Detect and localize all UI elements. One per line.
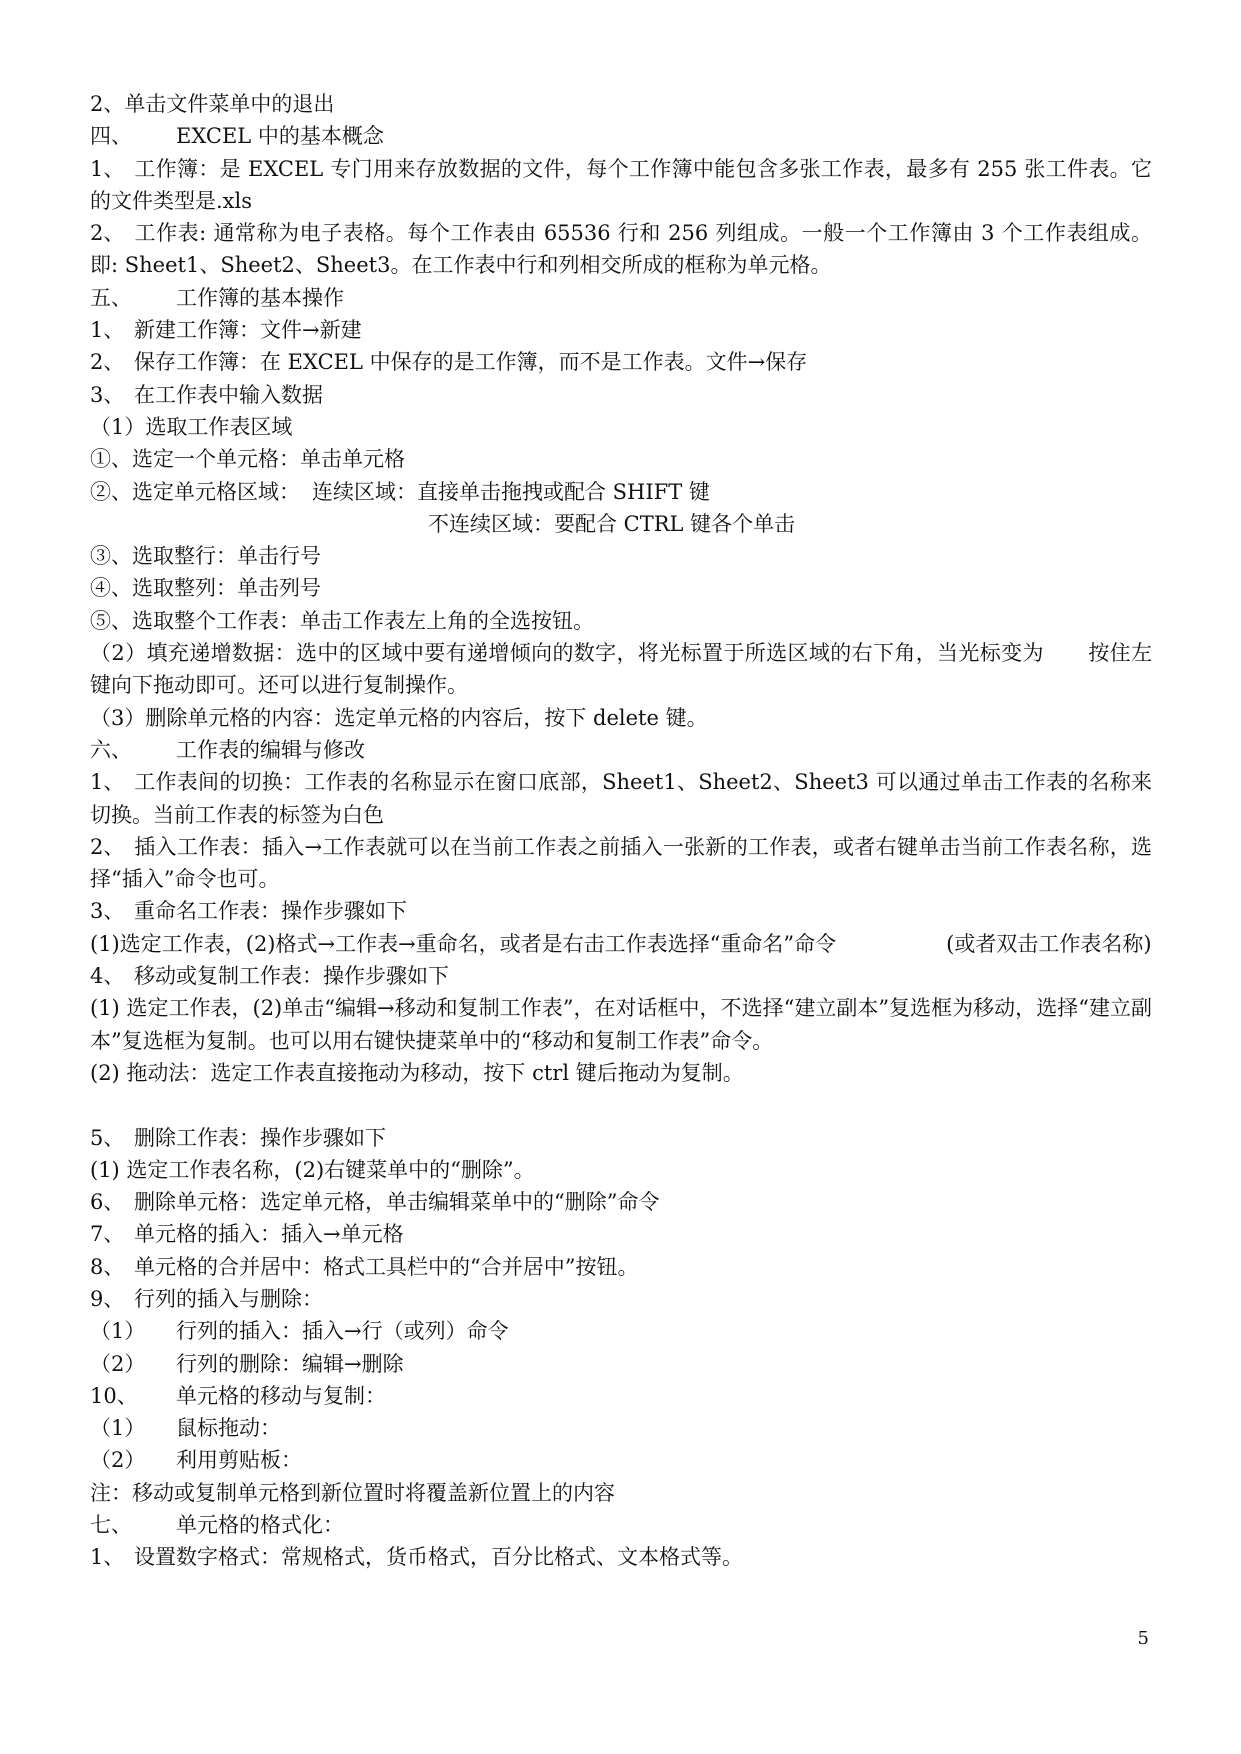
text-line: 2、单击文件菜单中的退出 [90,92,335,116]
item-text: 保存工作簿：在 EXCEL 中保存的是工作簿，而不是工作表。文件→保存 [134,350,808,375]
sub-item [90,1315,1152,1347]
item-text: 工作簿：是 EXCEL 专门用来存放数据的文件，每个工作簿中能包含多张工作表，最多有 255 张工件表。它的文件类型是.xls [90,156,1152,213]
item-text: 鼠标拖动： [176,1416,281,1441]
item-number: （2） [90,1351,146,1376]
section-heading [90,120,1152,152]
list-item [90,379,1152,411]
item-text: 删除单元格：选定单元格，单击编辑菜单中的“删除”命令 [134,1190,660,1215]
item-text: 行列的插入与删除： [134,1286,323,1311]
text-line: (2) 拖动法：选定工作表直接拖动为移动，按下 ctrl 键后拖动为复制。 [90,1060,744,1085]
list-item [90,153,1152,218]
item-number: 1、 [90,770,125,795]
section-title: 工作簿的基本操作 [176,285,344,310]
item-text: 设置数字格式：常规格式，货币格式，百分比格式、文本格式等。 [134,1545,743,1570]
text-line: ④、选取整列：单击列号 [90,576,321,601]
item-number: 1、 [90,156,125,181]
item-text: 新建工作簿：文件→新建 [134,318,362,343]
item-number: 3、 [90,899,125,924]
item-text: 行列的删除：编辑→删除 [176,1351,404,1376]
list-item [90,1218,1152,1250]
list-item [90,1541,1152,1573]
list-item [90,766,1152,831]
note-line: 注：移动或复制单元格到新位置时将覆盖新位置上的内容 [90,1480,615,1505]
item-number: 2、 [90,221,125,246]
list-item [90,346,1152,378]
item-number: （1） [90,1319,146,1344]
item-number: 9、 [90,1286,125,1311]
item-text: (1)选定工作表，(2)格式→工作表→重命名，或者是右击工作表选择“重命名”命令 [90,931,837,956]
page-number: 5 [1137,1628,1149,1649]
item-number: （2） [90,1448,146,1473]
sub-item [90,1444,1152,1476]
list-item [90,217,1152,282]
item-text: 行列的插入：插入→行（或列）命令 [176,1319,509,1344]
section-heading [90,1509,1152,1541]
text-line: 不连续区域：要配合 CTRL 键各个单击 [428,511,796,536]
text-line: ③、选取整行：单击行号 [90,544,321,569]
item-number: 7、 [90,1222,125,1247]
document-page [90,88,1152,1574]
section-number: 六、 [90,737,132,762]
item-number: 3、 [90,382,125,407]
sub-item [90,1412,1152,1444]
list-item [90,831,1152,896]
section-heading [90,282,1152,314]
list-item [90,895,1152,927]
item-text: 重命名工作表：操作步骤如下 [134,899,407,924]
list-item [90,1251,1152,1283]
section-heading [90,734,1152,766]
section-number: 四、 [90,124,132,149]
section-title: EXCEL 中的基本概念 [176,124,384,149]
text-line: (1) 选定工作表名称，(2)右键菜单中的“删除”。 [90,1157,535,1182]
text-paragraph: (1) 选定工作表，(2)单击“编辑→移动和复制工作表”，在对话框中，不选择“建立副本”复选框为移动，选择“建立副本”复选框为复制。也可以用右键快捷菜单中的“移动和复制工作表”命令。 [90,996,1152,1053]
list-item [90,1122,1152,1154]
item-number: 5、 [90,1125,125,1150]
section-title: 单元格的格式化： [176,1513,344,1538]
item-text: (或者双击工作表名称) [946,931,1152,956]
item-number: 6、 [90,1190,125,1215]
item-text: 在工作表中输入数据 [134,382,323,407]
item-text: 利用剪贴板： [176,1448,302,1473]
blank-line [90,1089,1152,1121]
item-number: 10、 [90,1383,138,1408]
item-text: 插入工作表：插入→工作表就可以在当前工作表之前插入一张新的工作表，或者右键单击当前工作表名称，选择“插入”命令也可。 [90,834,1152,892]
text-line: （1）选取工作表区域 [90,414,293,439]
text-line [90,476,1152,508]
item-text: 删除工作表：操作步骤如下 [134,1125,386,1150]
item-number: 8、 [90,1254,125,1279]
list-item [90,960,1152,992]
list-item [90,1186,1152,1218]
text-line: （3）删除单元格的内容：选定单元格的内容后，按下 delete 键。 [90,705,708,730]
text-line: ①、选定一个单元格：单击单元格 [90,447,405,472]
item-text: 工作表间的切换：工作表的名称显示在窗口底部，Sheet1、Sheet2、Sheet3 可以通过单击工作表的名称来切换。当前工作表的标签为白色 [90,770,1152,827]
list-item [90,1380,1152,1412]
text-paragraph [90,928,1152,960]
item-text: 单元格的合并居中：格式工具栏中的“合并居中”按钮。 [134,1254,639,1279]
text-line: ⑤、选取整个工作表：单击工作表左上角的全选按钮。 [90,608,594,633]
item-text: 单元格的插入：插入→单元格 [134,1222,404,1247]
item-number: 2、 [90,834,125,859]
item-number: 4、 [90,964,125,989]
section-number: 五、 [90,285,132,310]
item-text: ②、选定单元格区域： [90,479,300,504]
item-text: （2）填充递增数据：选中的区域中要有递增倾向的数字，将光标置于所选区域的右下角，当光标变为 [90,641,1044,666]
item-text: 移动或复制工作表：操作步骤如下 [134,964,449,989]
item-number: 1、 [90,318,125,343]
item-number: 1、 [90,1545,125,1570]
list-item [90,1283,1152,1315]
item-text: 工作表: 通常称为电子表格。每个工作表由 65536 行和 256 列组成。一般一个工作簿由 3 个工作表组成。即: Sheet1、Sheet2、Sheet3。在工作表中行和列相交所成的框称为单元格。 [90,221,1152,278]
item-number: （1） [90,1416,146,1441]
item-text: 按住左键向下拖动即可。还可以进行复制操作。 [90,641,1153,698]
item-text: 连续区域：直接单击拖拽或配合 SHIFT 键 [312,479,710,504]
item-number: 2、 [90,350,125,375]
section-number: 七、 [90,1513,132,1538]
list-item [90,314,1152,346]
sub-item [90,1348,1152,1380]
section-title: 工作表的编辑与修改 [176,737,365,762]
item-text: 单元格的移动与复制： [176,1383,386,1408]
text-paragraph [90,637,1152,702]
